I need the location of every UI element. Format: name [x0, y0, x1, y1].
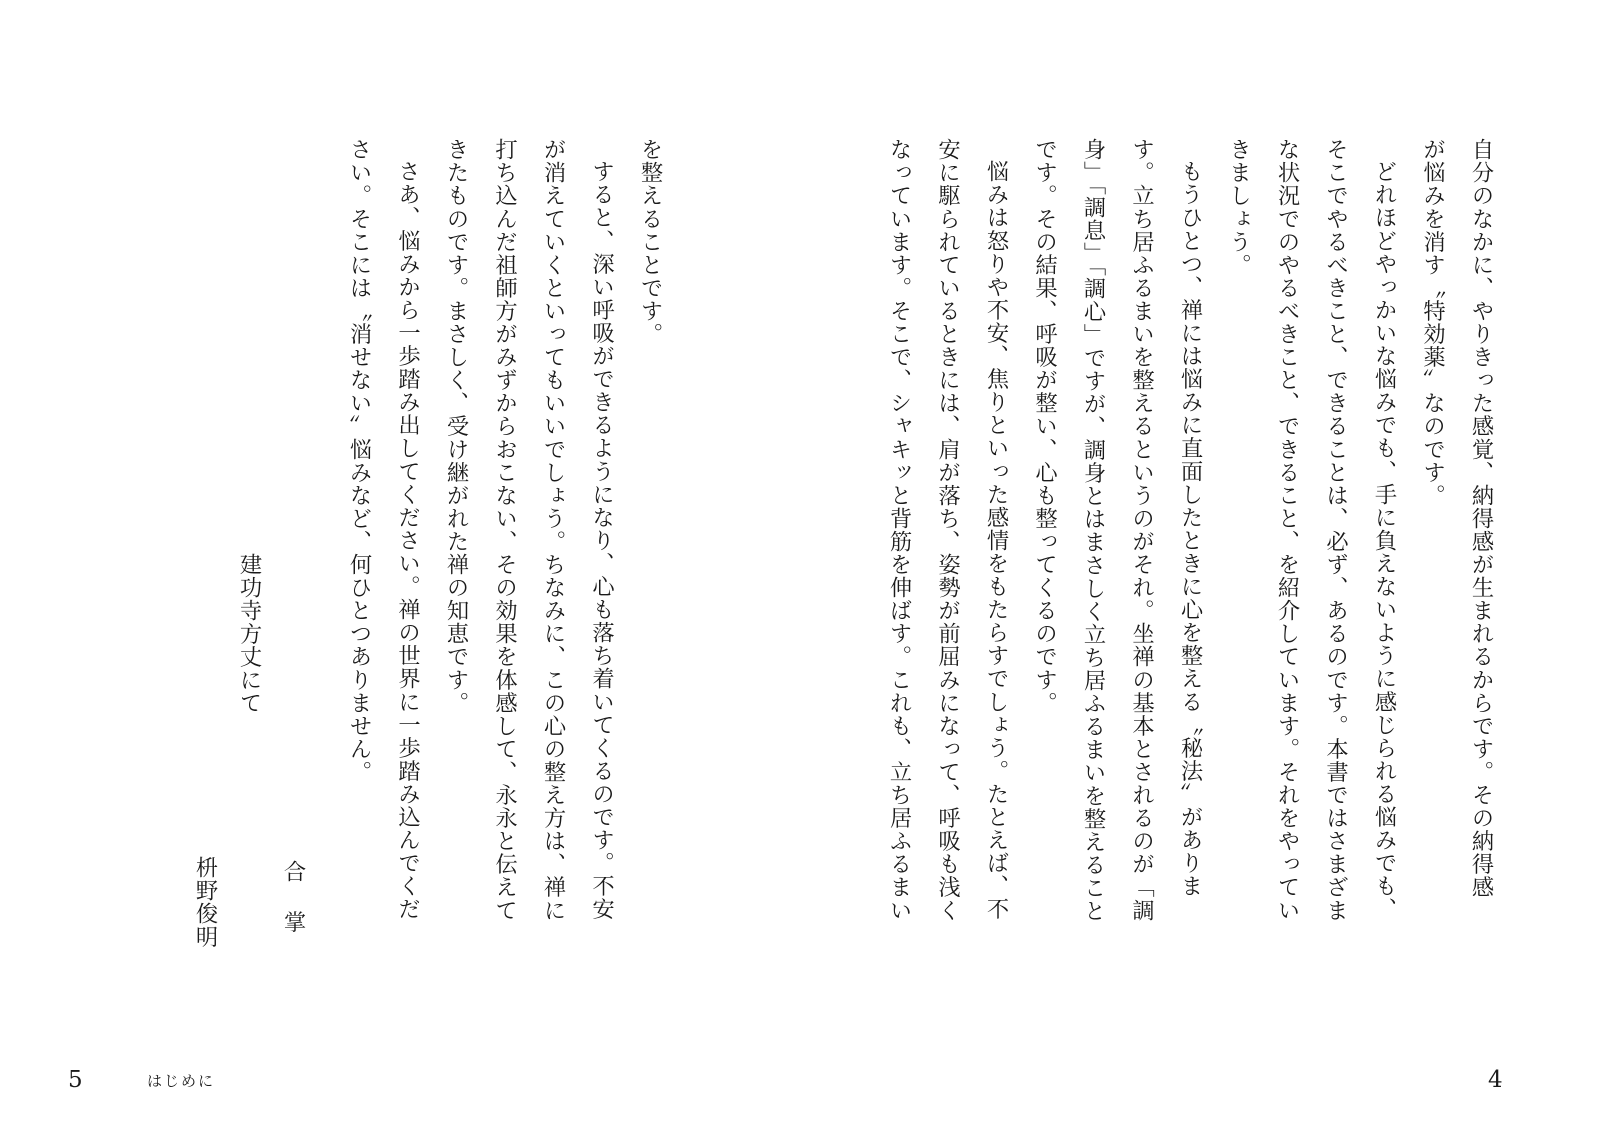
right-page-line: す。立ち居ふるまいを整えるというのがそれ。坐禅の基本とされるのが「調 — [1128, 138, 1155, 922]
right-page-body — [886, 138, 1505, 1038]
right-page-line: 悩みは怒りや不安、焦りといった感情をもたらすでしょう。たとえば、不 — [983, 160, 1009, 921]
signature-place: 建功寺方丈にて — [236, 553, 262, 715]
right-page-line: です。その結果、呼吸が整い、心も整ってくるのです。 — [1031, 138, 1058, 715]
left-page-line: さい。そこには〝消せない〟悩みなど、何ひとつありません。 — [346, 138, 372, 784]
right-page-line: そこでやるべきこと、できることは、必ず、あるのです。本書ではさまざま — [1322, 138, 1349, 922]
right-page-line: 安に駆られているときには、肩が落ち、姿勢が前屈みになって、呼吸も浅く — [934, 138, 961, 922]
signature-greeting: 合掌 — [280, 860, 306, 961]
right-page-line: なっています。そこで、シャキッと背筋を伸ばす。これも、立ち居ふるまい — [886, 138, 912, 922]
right-page-line: 自分のなかに、やりきった感覚、納得感が生まれるからです。その納得感 — [1468, 138, 1494, 899]
right-page-line: きましょう。 — [1225, 138, 1252, 277]
right-page-line: 身」「調息」「調心」ですが、調身とはまさしく立ち居ふるまいを整えること — [1080, 138, 1106, 923]
left-page-line: すると、深い呼吸ができるようになり、心も落ち着いてくるのです。不安 — [588, 160, 615, 921]
running-head: はじめに — [147, 1072, 216, 1090]
left-page-line: きたものです。まさしく、受け継がれた禅の知恵です。 — [443, 138, 469, 715]
left-page-line: が消えていくといってもいいでしょう。ちなみに、この心の整え方は、禅に — [540, 138, 566, 922]
right-page-line: が悩みを消す〝特効薬〟なのです。 — [1419, 138, 1446, 507]
page-number-right: 4 — [1488, 1067, 1503, 1093]
page-number-left: 5 — [68, 1067, 83, 1093]
signature-author: 枡野俊明 — [192, 856, 218, 949]
left-page-line: 打ち込んだ祖師方がみずからおこない、その効果を体感して、永永と伝えて — [491, 138, 518, 922]
right-page-line: な状況でのやるべきこと、できること、を紹介しています。それをやってい — [1274, 138, 1300, 922]
left-page-body — [346, 138, 674, 1038]
right-page-line: どれほどやっかいな悩みでも、手に負えないように感じられる悩みでも、 — [1371, 160, 1397, 921]
right-page-line: もうひとつ、禅には悩みに直面したときに心を整える〝秘法〟がありま — [1177, 160, 1203, 898]
left-page-line: を整えることです。 — [637, 138, 663, 346]
left-page-line: さあ、悩みから一歩踏み出してください。禅の世界に一歩踏み込んでくだ — [394, 160, 421, 921]
